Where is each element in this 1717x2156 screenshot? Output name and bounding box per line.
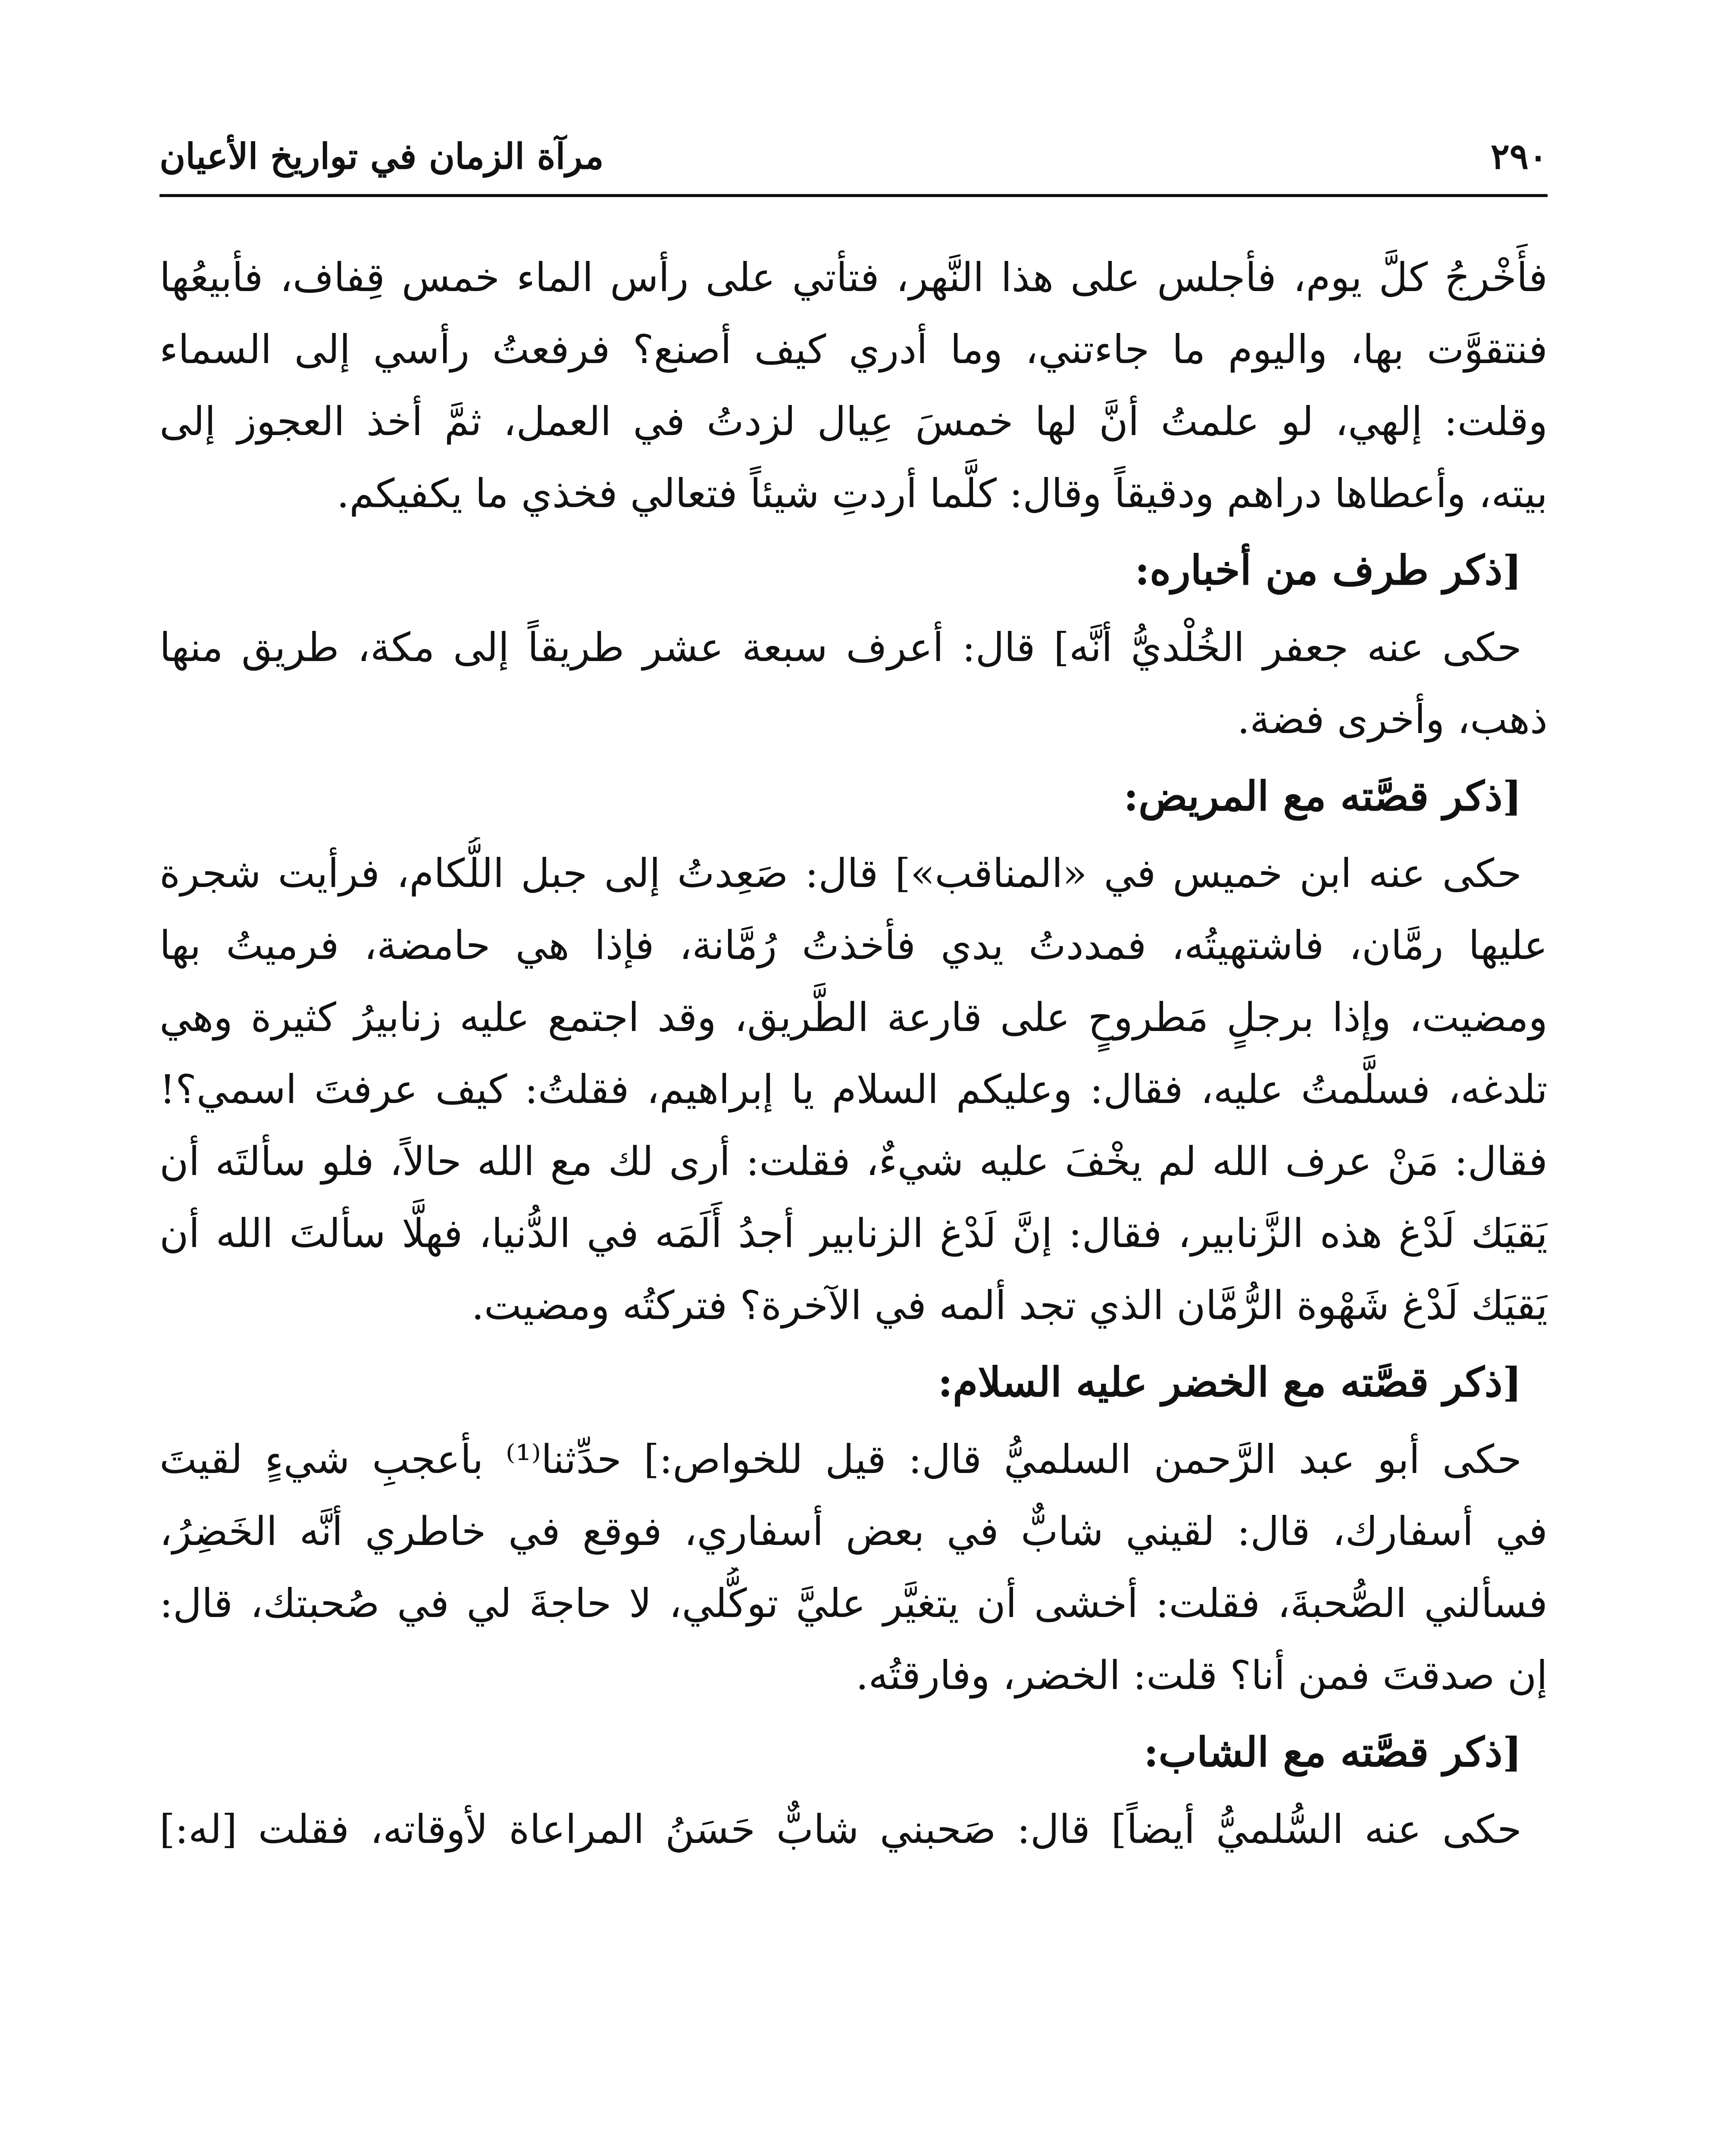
section-heading: [ذكر قصَّته مع الشاب: <box>1143 1729 1522 1776</box>
book-title: مرآة الزمان في تواريخ الأعيان <box>160 136 604 177</box>
paragraph-first-line: حكى عنه السُّلميُّ أيضاً] قال: صَحبني شابٌّ حَسَنُ المراعاة لأوقاته، فقلت [له:] <box>160 1806 1522 1852</box>
text-line: فقال: مَنْ عرف الله لم يخْفَ عليه شيءٌ، فقلت: أرى لك مع الله حالاً، فلو سألتَه أن <box>160 1138 1548 1185</box>
paragraph-first-line: حكى عنه ابن خميس في «المناقب»] قال: صَعِدتُ إلى جبل اللُّكام، فرأيت شجرة <box>160 850 1522 896</box>
text-line: فأَخْرجُ كلَّ يوم، فأجلس على هذا النَّهر، فتأتي على رأس الماء خمس قِفاف، فأبيعُها <box>160 254 1548 301</box>
text-line: ومضيت، وإذا برجلٍ مَطروحٍ على قارعة الطَّريق، وقد اجتمع عليه زنابيرُ كثيرة وهي <box>160 994 1548 1040</box>
text-line: وقلت: إلهي، لو علمتُ أنَّ لها خمسَ عِيال لزدتُ في العمل، ثمَّ أخذ العجوز إلى <box>160 398 1548 445</box>
running-header <box>160 129 1548 197</box>
text-line: يَقيَك لَدْغ شَهْوة الرُّمَّان الذي تجد ألمه في الآخرة؟ فتركتُه ومضيت. <box>471 1282 1548 1329</box>
main-text <box>160 241 1548 1865</box>
text-line: عليها رمَّان، فاشتهيتُه، فمددتُ يدي فأخذتُ رُمَّانة، فإذا هي حامضة، فرميتُ بها <box>160 922 1548 968</box>
text-line: إن صدقتَ فمن أنا؟ قلت: الخضر، وفارقتُه. <box>856 1652 1548 1698</box>
text-line: في أسفارك، قال: لقيني شابٌّ في بعض أسفاري، فوقع في خاطري أنَّه الخَضِرُ، <box>160 1508 1548 1554</box>
page-number: ٢٩٠ <box>1490 136 1548 177</box>
section-heading: [ذكر طرف من أخباره: <box>1135 547 1522 594</box>
text-line: بيته، وأعطاها دراهم ودقيقاً وقال: كلَّما أردتِ شيئاً فتعالي فخذي ما يكفيكم. <box>337 470 1548 517</box>
section-heading: [ذكر قصَّته مع الخضر عليه السلام: <box>938 1359 1522 1406</box>
paragraph-first-line: حكى عنه جعفر الخُلْديُّ أنَّه] قال: أعرف سبعة عشر طريقاً إلى مكة، طريق منها <box>160 624 1522 671</box>
text-line: ذهب، وأخرى فضة. <box>1237 696 1548 743</box>
text-line: يَقيَك لَدْغ هذه الزَّنابير، فقال: إنَّ لَدْغ الزنابير أجدُ أَلَمَه في الدُّنيا، فهلَّا سألتَ الله أن <box>160 1210 1548 1257</box>
section-heading: [ذكر قصَّته مع المريض: <box>1123 773 1522 820</box>
text-line: تلدغه، فسلَّمتُ عليه، فقال: وعليكم السلام يا إبراهيم، فقلتُ: كيف عرفتَ اسمي؟! <box>160 1066 1548 1112</box>
text-line: فنتقوَّت بها، واليوم ما جاءتني، وما أدري كيف أصنع؟ فرفعتُ رأسي إلى السماء <box>160 326 1548 373</box>
text-line: فسألني الصُّحبةَ، فقلت: أخشى أن يتغيَّر عليَّ توكُّلي، لا حاجةَ لي في صُحبتك، قال: <box>160 1580 1548 1626</box>
paragraph-first-line: حكى أبو عبد الرَّحمن السلميُّ قال: قيل للخواص:] حدِّثنا⁽¹⁾ بأعجبِ شيءٍ لقيتَ <box>160 1436 1522 1482</box>
